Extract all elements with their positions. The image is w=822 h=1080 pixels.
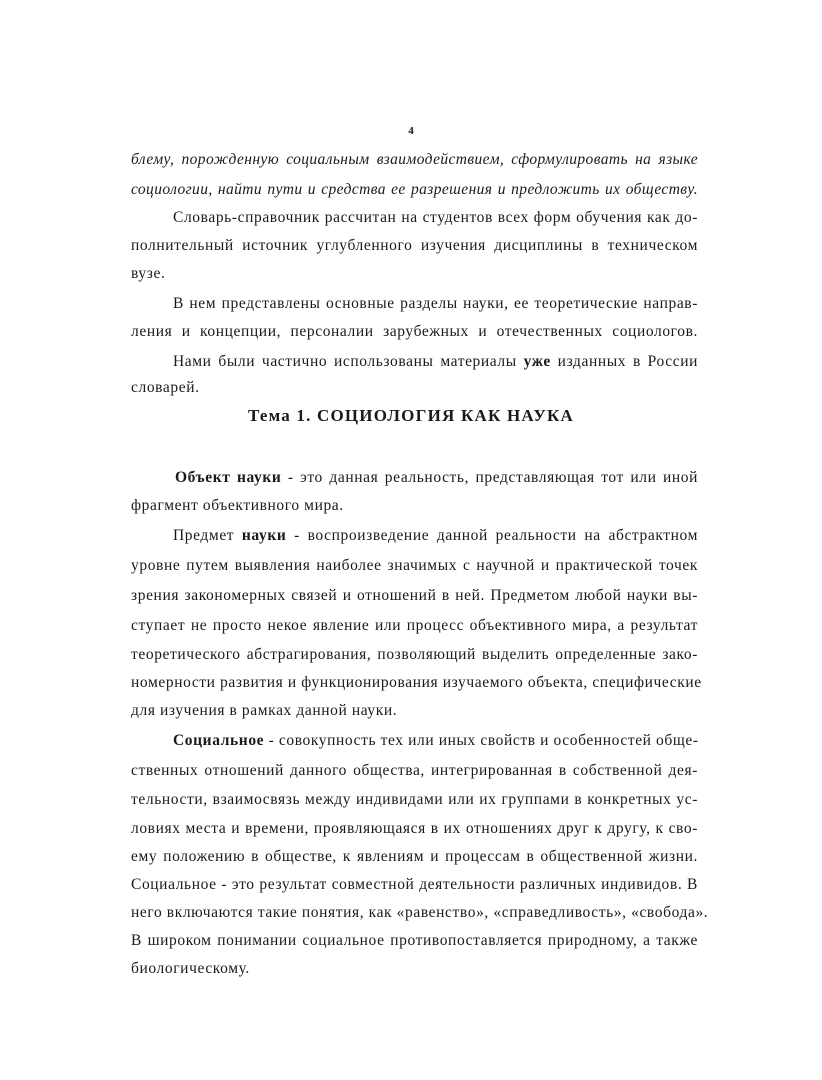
- social-line-4: ловиях места и времени, проявляющаяся в их отношениях друг к другу, к сво-: [131, 820, 698, 837]
- object-definition-start: - это данная реальность, представляющая тот или иной: [281, 469, 698, 486]
- object-term: Объект науки: [175, 469, 282, 486]
- social-definition-start: - совокупность тех или иных свойств и особенностей обще-: [264, 732, 699, 749]
- social-line-7: него включаются такие понятия, как «равенство», «справедливость», «свобода».: [131, 904, 709, 921]
- subject-line-4: ступает не просто некое явление или процесс объективного мира, а результат: [131, 617, 698, 634]
- p1-line-3: вузе.: [131, 265, 166, 282]
- social-line-5: ему положению в обществе, к явлениям и процессам в общественной жизни.: [131, 848, 698, 865]
- social-line-2: ственных отношений данного общества, интегрированная в собственной дея-: [131, 762, 698, 779]
- object-line-1: [175, 468, 698, 488]
- social-line-1: [173, 731, 698, 751]
- social-line-8: В широком понимании социальное противопоставляется природному, а также: [131, 932, 698, 949]
- intro-italic-line-2: социологии, найти пути и средства ее разрешения и предложить их обществу.: [131, 181, 698, 198]
- p2-line-2: ления и концепции, персоналии зарубежных и отечественных социологов.: [131, 323, 698, 340]
- social-line-6: Социальное - это результат совместной деятельности различных индивидов. В: [131, 876, 698, 893]
- p1-line-1: Словарь-справочник рассчитан на студентов всех форм обучения как до-: [173, 209, 698, 226]
- p3-bold-word: уже: [523, 353, 551, 370]
- social-term: Социальное: [173, 732, 265, 749]
- intro-italic-line-1: блему, порожденную социальным взаимодействием, сформулировать на языке: [131, 151, 698, 168]
- subject-line-2: уровне путем выявления наиболее значимых с научной и практической точек: [131, 557, 698, 574]
- subject-text-before: Предмет: [173, 527, 242, 544]
- social-line-9: биологическому.: [131, 960, 250, 977]
- subject-text-after: - воспроизведение данной реальности на абстрактном: [286, 527, 698, 544]
- subject-term: науки: [241, 527, 287, 544]
- subject-line-6: номерности развития и функционирования изучаемого объекта, специфические: [131, 674, 702, 691]
- subject-line-1: [173, 526, 698, 546]
- p3-text-before: Нами были частично использованы материалы: [173, 353, 524, 370]
- p3-line-1: [173, 352, 698, 372]
- p3-text-after: изданных в России: [550, 353, 698, 370]
- subject-line-3: зрения закономерных связей и отношений в ней. Предметом любой науки вы-: [131, 587, 698, 604]
- p3-line-2: словарей.: [131, 379, 200, 396]
- object-line-2: фрагмент объективного мира.: [131, 497, 344, 514]
- subject-line-5: теоретического абстрагирования, позволяющий выделить определенные зако-: [131, 646, 698, 663]
- p2-line-1: В нем представлены основные разделы науки, ее теоретические направ-: [173, 295, 698, 312]
- section-heading: Тема 1. СОЦИОЛОГИЯ КАК НАУКА: [247, 406, 575, 425]
- p1-line-2: полнительный источник углубленного изучения дисциплины в техническом: [131, 237, 698, 254]
- subject-line-7: для изучения в рамках данной науки.: [131, 702, 398, 719]
- social-line-3: тельности, взаимосвязь между индивидами или их группами в конкретных ус-: [131, 791, 698, 808]
- page-number: 4: [408, 125, 414, 137]
